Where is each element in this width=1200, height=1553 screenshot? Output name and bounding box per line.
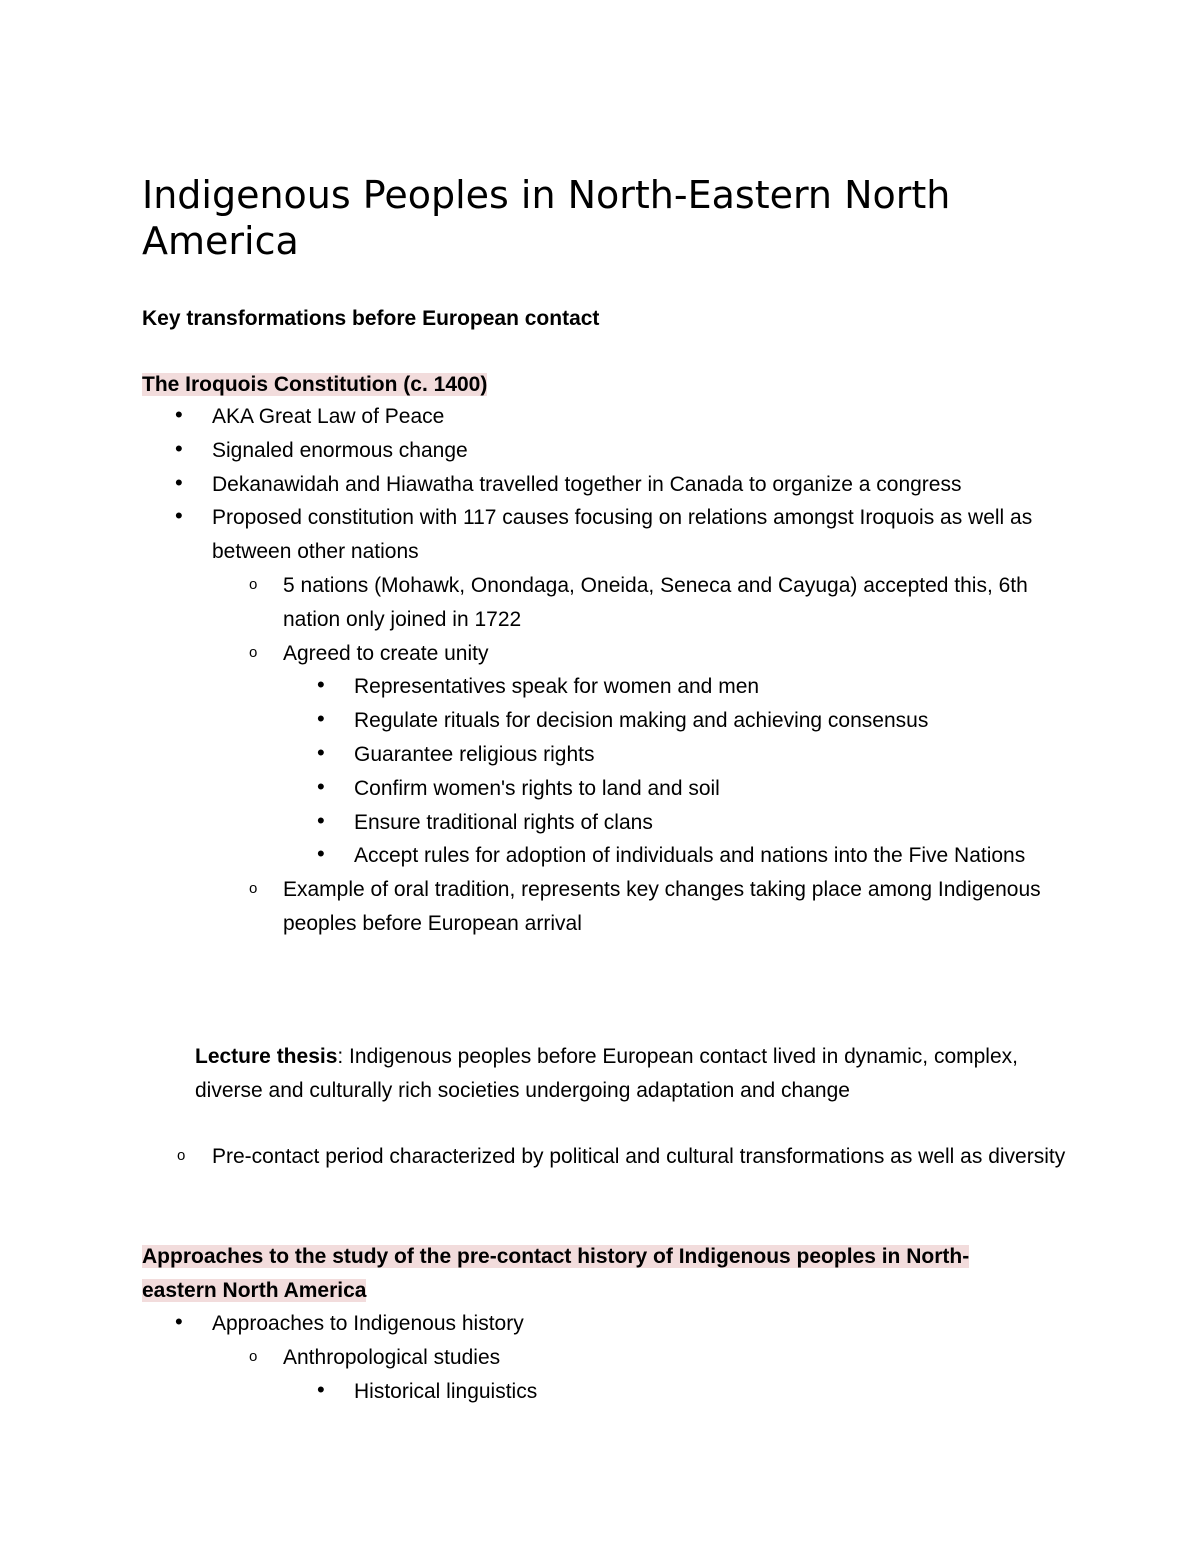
approaches-list [212,1307,1072,1408]
page-title: Indigenous Peoples in North-Eastern North America [142,173,951,263]
sublist-item-anthropological [283,1341,1072,1409]
unity-item: • Guarantee religious rights [354,738,1072,772]
thesis-text: : Indigenous peoples before European contact lived in dynamic, complex, diverse and culturally rich societies undergoing adaptation and change [195,1045,1018,1102]
section-heading-iroquois [142,368,487,402]
list-item-text: Proposed constitution with 117 causes focusing on relations amongst Iroquois as well as between other nations [212,506,1033,564]
sublist-item: o Example of oral tradition, represents key changes taking place among Indigenous peoples before European arrival [283,873,1072,941]
subsublist-item: • Historical linguistics [354,1375,1072,1409]
precontact-text: Pre-contact period characterized by political and cultural transformations as well as diversity [212,1145,1066,1168]
approaches-sublist [212,1341,1072,1409]
unity-item: • Regulate rituals for decision making and achieving consensus [354,704,1072,738]
lecture-thesis [195,1040,1075,1108]
list-item-constitution [212,501,1072,940]
iroquois-list [212,400,1072,941]
list-item: • AKA Great Law of Peace [212,400,1072,434]
subheading: Key transformations before European contact [142,307,600,330]
sublist-item-text: Agreed to create unity [283,641,489,665]
section-heading-text: The Iroquois Constitution (c. 1400) [142,373,488,396]
constitution-sublist [212,569,1072,941]
list-item: • Dekanawidah and Hiawatha travelled together in Canada to organize a congress [212,468,1072,502]
unity-item: • Representatives speak for women and men [354,670,1072,704]
anthropological-sublist [283,1375,1072,1409]
section-heading-approaches [142,1240,1042,1308]
unity-item: • Ensure traditional rights of clans [354,806,1072,840]
list-item-text: Approaches to Indigenous history [212,1312,524,1335]
sublist-item-text: Anthropological studies [283,1345,501,1369]
sublist-item-unity [283,637,1072,874]
section-heading-text: Approaches to the study of the pre-contact history of Indigenous peoples in North-eastern North America [142,1245,970,1302]
circle-bullet-icon: o [177,1147,186,1164]
precontact-item [177,1140,1082,1174]
thesis-label: Lecture thesis [195,1045,338,1068]
sublist-item: o 5 nations (Mohawk, Onondaga, Oneida, Seneca and Cayuga) accepted this, 6th nation only joined in 1722 [283,569,1072,637]
unity-item: • Confirm women's rights to land and soil [354,772,1072,806]
unity-item: • Accept rules for adoption of individuals and nations into the Five Nations [354,839,1072,873]
list-item: • Signaled enormous change [212,434,1072,468]
list-item-approaches [212,1307,1072,1408]
unity-sublist [283,670,1072,873]
